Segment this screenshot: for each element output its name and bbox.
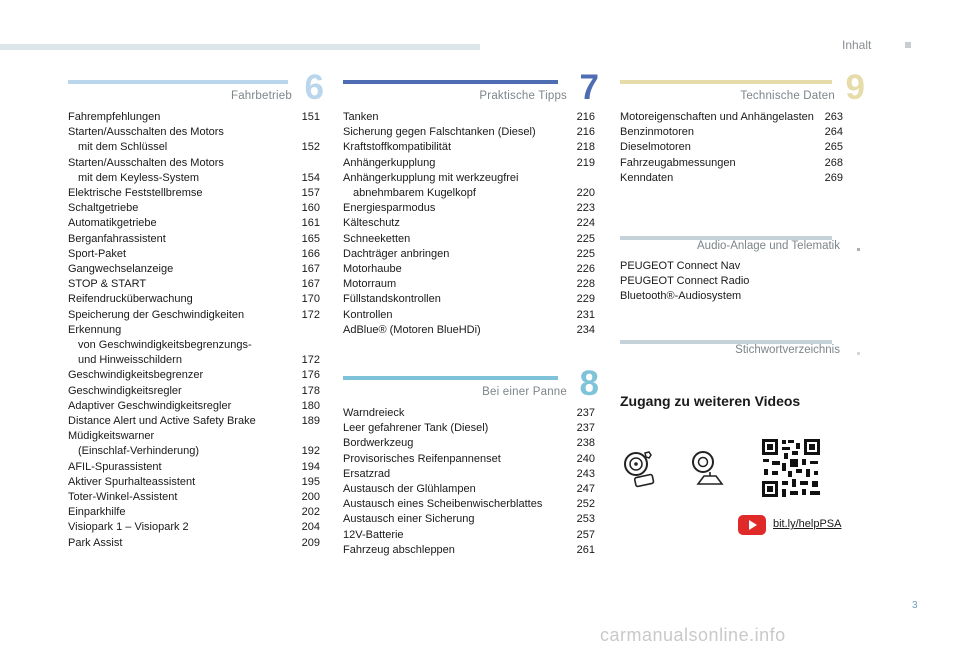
- chapter-technische-daten: [620, 68, 865, 186]
- toc-entry-title: [68, 125, 302, 155]
- toc-entry[interactable]: [343, 482, 595, 497]
- chapter-fahrbetrieb: [68, 68, 324, 551]
- toc-entry-text: Fahrzeugabmessungen: [620, 156, 736, 169]
- toc-entry-page: 154: [301, 171, 320, 184]
- toc-entry-page: 253: [576, 513, 595, 526]
- toc-entry-text: Austausch der Glühlampen: [343, 483, 476, 496]
- toc-entry[interactable]: [68, 414, 320, 429]
- toc-entry-text: Erkennung: [68, 323, 122, 336]
- youtube-play-icon[interactable]: [738, 515, 766, 535]
- toc-entry-page: 226: [576, 263, 595, 276]
- toc-entry-text: Leer gefahrener Tank (Diesel): [343, 422, 489, 435]
- toc-entry[interactable]: [68, 125, 320, 155]
- toc-entry[interactable]: [68, 384, 320, 399]
- toc-entry-text: Starten/Ausschalten des Motors: [68, 126, 224, 139]
- toc-entry[interactable]: [620, 125, 843, 140]
- toc-entry-title: [343, 308, 577, 323]
- list-item: PEUGEOT Connect Nav: [620, 260, 741, 272]
- toc-entry-text: Reifendrucküberwachung: [68, 293, 193, 306]
- toc-entry-page: 225: [576, 247, 595, 260]
- section-marker: [857, 248, 860, 251]
- toc-entry-text: Geschwindigkeitsregler: [68, 384, 182, 397]
- toc-entry[interactable]: [68, 429, 320, 459]
- toc-entry-text: Einparkhilfe: [68, 506, 126, 519]
- toc-entry[interactable]: [343, 110, 595, 125]
- toc-entry-page: 243: [576, 467, 595, 480]
- toc-entry-text: Adaptiver Geschwindigkeitsregler: [68, 399, 232, 412]
- toc-entry-title: [68, 536, 302, 551]
- toc-entry-text: Kenndaten: [620, 171, 674, 184]
- toc-entry[interactable]: [68, 110, 320, 125]
- chapter-header: [343, 364, 599, 406]
- toc-entry[interactable]: [68, 292, 320, 307]
- qr-code-icon[interactable]: [760, 437, 822, 504]
- toc-entry-text: Anhängerkupplung: [343, 156, 436, 169]
- toc-entry-page: 172: [301, 354, 320, 367]
- toc-entry-text: Müdigkeitswarner: [68, 430, 155, 443]
- toc-entry-page: 237: [576, 422, 595, 435]
- chapter-bar: [343, 376, 558, 380]
- toc-entry-page: 257: [576, 528, 595, 541]
- toc-entry-page: 180: [301, 399, 320, 412]
- toc-entry-page: 238: [576, 437, 595, 450]
- toc-entry[interactable]: [343, 156, 595, 171]
- toc-entry-title: [343, 421, 577, 436]
- toc-entry-title: [343, 323, 577, 338]
- toc-entry-text: Visiopark 1 – Visiopark 2: [68, 521, 189, 534]
- toc-entry[interactable]: [68, 262, 320, 277]
- wheel-wrench-icon: [622, 450, 660, 493]
- toc-entry-page: 200: [301, 491, 320, 504]
- chapter-praktische-tipps: [343, 68, 599, 338]
- index-section-header: [620, 340, 860, 358]
- toc-entry-title: [620, 171, 825, 186]
- toc-entry-title: [68, 323, 302, 369]
- toc-entry[interactable]: [68, 201, 320, 216]
- toc-entry-page: 264: [824, 126, 843, 139]
- toc-entry-page: 167: [301, 263, 320, 276]
- chapter-title: Bei einer Panne: [482, 386, 567, 398]
- toc-entry-title: [343, 140, 577, 155]
- toc-entry[interactable]: [343, 247, 595, 262]
- toc-entry[interactable]: [68, 186, 320, 201]
- toc-entry-title: [68, 505, 302, 520]
- toc-entry-continuation: mit dem Keyless-System: [78, 171, 200, 184]
- section-marker: [857, 352, 860, 355]
- toc-entry-text: Energiesparmodus: [343, 202, 436, 215]
- toc-entry-text: Anhängerkupplung mit werkzeugfrei: [343, 171, 519, 184]
- list-item: Bluetooth®-Audiosystem: [620, 290, 742, 303]
- toc-entry[interactable]: [343, 308, 595, 323]
- toc-entry[interactable]: [343, 140, 595, 155]
- toc-entry-page: 152: [301, 141, 320, 154]
- toc-entry[interactable]: [343, 406, 595, 421]
- toc-entry-text: 12V-Batterie: [343, 528, 404, 541]
- toc-entry[interactable]: [343, 292, 595, 307]
- toc-entry-text: Austausch eines Scheibenwischerblattes: [343, 498, 543, 511]
- chapter-title: Technische Daten: [740, 90, 835, 102]
- chapter-entries: [68, 110, 320, 551]
- toc-entry-page: 268: [824, 156, 843, 169]
- toc-entry-title: [68, 308, 302, 323]
- toc-entry-page: 231: [576, 308, 595, 321]
- list-item: PEUGEOT Connect Radio: [620, 275, 750, 288]
- toc-entry[interactable]: [68, 520, 320, 535]
- toc-entry-page: 223: [576, 202, 595, 215]
- toc-entry[interactable]: [620, 140, 843, 155]
- toc-entry-page: 225: [576, 232, 595, 245]
- toc-entry-title: [343, 171, 577, 201]
- toc-entry-text: Austausch einer Sicherung: [343, 513, 475, 526]
- watermark: carmanualsonline.info: [600, 625, 786, 645]
- toc-entry-page: 265: [824, 141, 843, 154]
- toc-entry[interactable]: [68, 277, 320, 292]
- toc-entry[interactable]: [343, 543, 595, 558]
- toc-entry[interactable]: [68, 323, 320, 369]
- audio-section-header: [620, 236, 860, 254]
- toc-entry-title: [343, 292, 577, 307]
- toc-entry-page: 157: [301, 187, 320, 200]
- toc-entry-title: [68, 414, 302, 429]
- section-title: Stichwortverzeichnis: [735, 344, 840, 356]
- toc-entry-page: 263: [824, 111, 843, 123]
- toc-entry-title: [343, 201, 577, 216]
- toc-entry-title: [343, 497, 577, 512]
- help-video-link[interactable]: bit.ly/helpPSA: [773, 518, 842, 530]
- section-title: Audio-Anlage und Telematik: [697, 240, 840, 252]
- top-accent-bar: [0, 44, 480, 50]
- toc-entry-continuation: (Einschlaf-Verhinderung): [78, 445, 200, 458]
- toc-entry-title: [620, 125, 825, 140]
- toc-entry[interactable]: [68, 216, 320, 231]
- toc-entry-page: 165: [301, 232, 320, 245]
- toc-entry-title: [343, 436, 577, 451]
- toc-entry-page: 209: [301, 536, 320, 549]
- toc-entry-page: 220: [576, 187, 595, 200]
- chapter-number: 9: [845, 68, 865, 107]
- toc-entry-title: [343, 543, 577, 558]
- toc-entry-title: [343, 262, 577, 277]
- toc-entry-text: Kraftstoffkompatibilität: [343, 141, 452, 154]
- toc-entry-text: Distance Alert und Active Safety Brake: [68, 415, 256, 428]
- chapter-number: 8: [579, 364, 599, 403]
- toc-entry-text: Schneeketten: [343, 232, 411, 245]
- toc-entry-page: 189: [301, 415, 320, 428]
- chapter-bar: [68, 80, 288, 84]
- toc-entry-page: 224: [576, 217, 595, 230]
- toc-entry-page: 194: [301, 460, 320, 473]
- toc-entry-title: [68, 277, 302, 292]
- toc-entry-title: [343, 216, 577, 231]
- toc-entry[interactable]: [68, 475, 320, 490]
- toc-entry-text: Sport-Paket: [68, 247, 127, 260]
- toc-entry[interactable]: [68, 308, 320, 323]
- toc-entry-title: [343, 247, 577, 262]
- toc-entry[interactable]: [343, 232, 595, 247]
- toc-entry-page: 216: [576, 111, 595, 123]
- toc-entry-continuation: von Geschwindigkeitsbegrenzungs- und Hinweisschildern: [78, 339, 252, 367]
- toc-entry-title: [68, 520, 302, 535]
- videos-title: Zugang zu weiteren Videos: [620, 393, 801, 409]
- toc-entry-title: [343, 232, 577, 247]
- toc-entry[interactable]: [68, 505, 320, 520]
- toc-entry[interactable]: [68, 247, 320, 262]
- toc-entry-title: [343, 512, 577, 527]
- toc-entry-title: [68, 201, 302, 216]
- toc-entry-page: 195: [301, 475, 320, 488]
- toc-entry-title: [68, 490, 302, 505]
- toc-entry-text: Gangwechselanzeige: [68, 263, 174, 276]
- toc-entry-text: Geschwindigkeitsbegrenzer: [68, 369, 204, 382]
- toc-entry-page: 219: [576, 156, 595, 169]
- toc-entry-page: 218: [576, 141, 595, 154]
- toc-entry-text: Fahrzeug abschleppen: [343, 543, 455, 556]
- toc-entry-page: 167: [301, 278, 320, 291]
- toc-entry-text: Ersatzrad: [343, 467, 391, 480]
- toc-entry[interactable]: [343, 512, 595, 527]
- chapter-title: Praktische Tipps: [479, 90, 567, 102]
- toc-entry-title: [68, 384, 302, 399]
- toc-entry-title: [343, 528, 577, 543]
- toc-entry-title: [68, 186, 302, 201]
- toc-entry-text: Schaltgetriebe: [68, 202, 139, 215]
- toc-entry-page: 240: [576, 452, 595, 465]
- toc-entry-page: 204: [301, 521, 320, 534]
- toc-entry[interactable]: [343, 277, 595, 292]
- toc-entry-text: Kälteschutz: [343, 217, 400, 230]
- toc-entry-title: [620, 156, 825, 171]
- toc-entry-text: Bordwerkzeug: [343, 437, 414, 450]
- toc-entry-text: Toter-Winkel-Assistent: [68, 491, 178, 504]
- toc-entry-title: [343, 277, 577, 292]
- toc-entry-text: Sicherung gegen Falschtanken (Diesel): [343, 126, 536, 139]
- toc-entry[interactable]: [68, 460, 320, 475]
- toc-entry-text: Provisorisches Reifenpannenset: [343, 452, 501, 465]
- toc-entry-page: 252: [576, 498, 595, 511]
- toc-entry[interactable]: [68, 368, 320, 383]
- toc-entry-continuation: mit dem Schlüssel: [78, 141, 168, 154]
- toc-entry-page: 161: [301, 217, 320, 230]
- toc-entry-text: Motoreigenschaften und Anhängelasten: [620, 111, 814, 123]
- toc-entry-page: 166: [301, 247, 320, 260]
- chapter-number: 7: [579, 68, 599, 107]
- toc-entry-text: AdBlue® (Motoren BlueHDi): [343, 323, 481, 336]
- chapter-entries: [343, 110, 595, 338]
- toc-entry-title: [68, 110, 302, 125]
- chapter-entries: [343, 406, 595, 558]
- toc-entry[interactable]: [343, 171, 595, 201]
- toc-entry-title: [343, 125, 577, 140]
- toc-entry-text: Warndreieck: [343, 407, 405, 419]
- toc-entry-text: Starten/Ausschalten des Motors: [68, 156, 224, 169]
- toc-entry-page: 202: [301, 506, 320, 519]
- toc-entry[interactable]: [343, 125, 595, 140]
- toc-entry-title: [343, 406, 577, 421]
- toc-entry-page: 229: [576, 293, 595, 306]
- toc-entry[interactable]: [68, 536, 320, 551]
- chapter-header: [620, 68, 865, 110]
- toc-entry-text: Tanken: [343, 111, 379, 123]
- toc-entry[interactable]: [343, 497, 595, 512]
- toc-entry[interactable]: [68, 399, 320, 414]
- toc-entry-page: 261: [576, 543, 595, 556]
- toc-entry-text: Kontrollen: [343, 308, 393, 321]
- toc-entry[interactable]: [620, 110, 843, 125]
- toc-entry[interactable]: [343, 452, 595, 467]
- toc-entry-text: Dachträger anbringen: [343, 247, 450, 260]
- toc-entry-text: Motorraum: [343, 278, 397, 291]
- header-marker: [905, 42, 911, 48]
- toc-entry-title: [620, 110, 825, 125]
- header-label: Inhalt: [842, 38, 872, 52]
- toc-entry-text: Dieselmotoren: [620, 141, 691, 154]
- toc-entry[interactable]: [343, 201, 595, 216]
- toc-entry-text: Fahrempfehlungen: [68, 111, 161, 123]
- toc-entry-title: [343, 452, 577, 467]
- toc-entry-title: [68, 475, 302, 490]
- chapter-bei-einer-panne: [343, 364, 599, 558]
- page-number: 3: [912, 600, 918, 611]
- chapter-entries: [620, 110, 843, 186]
- chapter-header: [343, 68, 599, 110]
- toc-entry-text: Benzinmotoren: [620, 126, 694, 139]
- toc-entry-text: Motorhaube: [343, 263, 402, 276]
- toc-entry-text: Aktiver Spurhalteassistent: [68, 475, 196, 488]
- toc-entry-page: 151: [301, 111, 320, 123]
- toc-entry[interactable]: [68, 490, 320, 505]
- toc-entry-title: [68, 368, 302, 383]
- toc-entry-title: [620, 140, 825, 155]
- chapter-title: Fahrbetrieb: [230, 90, 292, 102]
- toc-entry[interactable]: [343, 467, 595, 482]
- toc-entry-page: 172: [301, 308, 320, 321]
- toc-entry-page: 192: [301, 445, 320, 458]
- toc-entry-page: 228: [576, 278, 595, 291]
- toc-entry-title: [68, 247, 302, 262]
- toc-entry-title: [68, 460, 302, 475]
- toc-entry-text: Füllstandskontrollen: [343, 293, 441, 306]
- toc-entry-title: [343, 467, 577, 482]
- toc-entry-page: 160: [301, 202, 320, 215]
- toc-entry-title: [68, 232, 302, 247]
- toc-entry-text: Elektrische Feststellbremse: [68, 187, 203, 200]
- toc-entry-page: 216: [576, 126, 595, 139]
- toc-entry-title: [343, 110, 577, 125]
- toc-entry-title: [68, 156, 302, 186]
- toc-entry[interactable]: [343, 262, 595, 277]
- toc-entry[interactable]: [620, 171, 843, 186]
- toc-entry-title: [68, 429, 302, 459]
- toc-entry[interactable]: [343, 323, 595, 338]
- chapter-bar: [343, 80, 558, 84]
- toc-entry-text: STOP & START: [68, 278, 147, 291]
- chapter-number: 6: [304, 68, 324, 107]
- toc-entry-page: 247: [576, 483, 595, 496]
- toc-entry-page: 237: [576, 407, 595, 419]
- toc-entry-continuation: abnehmbarem Kugelkopf: [353, 187, 476, 200]
- chapter-header: [68, 68, 324, 110]
- toc-entry-page: 269: [824, 171, 843, 184]
- toc-entry-text: Speicherung der Geschwindigkeiten: [68, 308, 245, 321]
- toc-entry-text: AFIL-Spurassistent: [68, 460, 162, 473]
- toc-entry-title: [68, 399, 302, 414]
- toc-entry-text: Park Assist: [68, 536, 123, 549]
- toc-entry[interactable]: [68, 232, 320, 247]
- toc-entry[interactable]: [620, 156, 843, 171]
- chapter-bar: [620, 80, 832, 84]
- toc-entry-text: Automatikgetriebe: [68, 217, 157, 230]
- toc-entry-page: 170: [301, 293, 320, 306]
- toc-entry-title: [68, 216, 302, 231]
- toc-entry[interactable]: [343, 528, 595, 543]
- toc-entry-title: [68, 292, 302, 307]
- toc-entry-text: Berganfahrassistent: [68, 232, 166, 245]
- toc-entry[interactable]: [343, 436, 595, 451]
- audio-list: [620, 259, 840, 305]
- toc-entry[interactable]: [68, 156, 320, 186]
- toc-entry-page: 176: [301, 369, 320, 382]
- toc-entry-title: [68, 262, 302, 277]
- toc-entry-page: 234: [576, 323, 595, 336]
- toc-entry[interactable]: [343, 216, 595, 231]
- toc-entry-page: 178: [301, 384, 320, 397]
- tyre-jack-icon: [690, 450, 728, 493]
- toc-entry[interactable]: [343, 421, 595, 436]
- toc-entry-title: [343, 482, 577, 497]
- toc-entry-title: [343, 156, 577, 171]
